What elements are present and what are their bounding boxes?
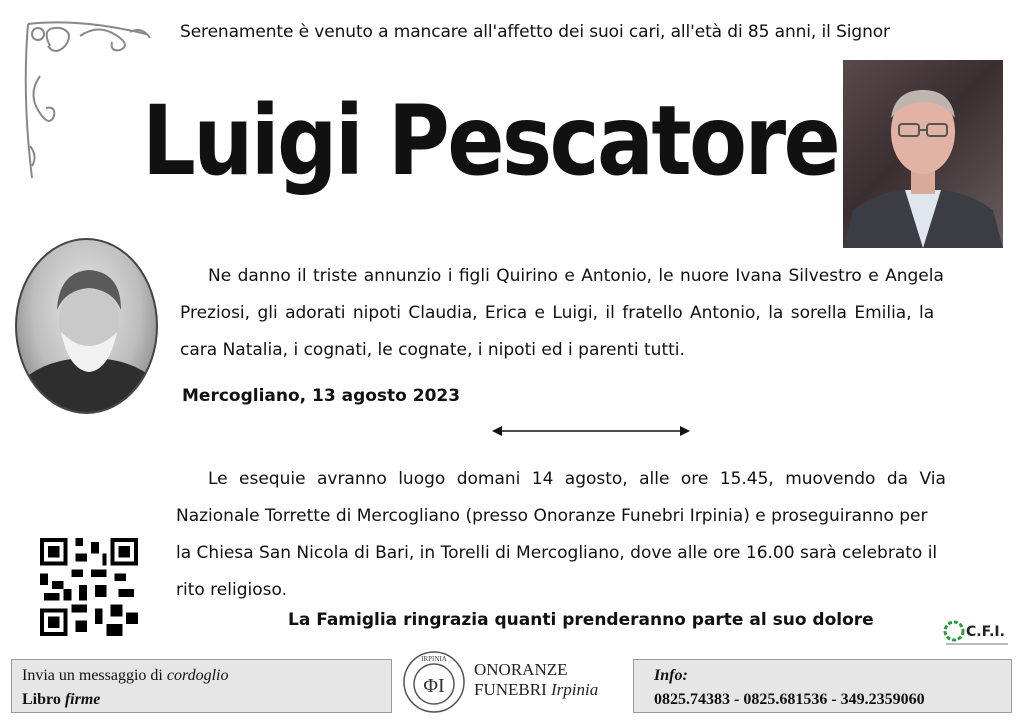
- funeral-home-logo-icon: [402, 650, 466, 714]
- announcement-line: Ne danno il triste annunzio i figli Quirino e Antonio, le nuore Ivana Silvestro e Angela: [208, 266, 944, 286]
- announcement-line: cara Natalia, i cognati, le cognate, i nipoti ed i parenti tutti.: [180, 340, 685, 360]
- funeral-line: la Chiesa San Nicola di Bari, in Torelli di Mercogliano, dove alle ore 16.00 sarà celebrato il: [176, 543, 938, 563]
- condolence-prefix: Invia un messaggio di: [22, 667, 167, 684]
- brand-line2-em: Irpinia: [550, 680, 599, 699]
- condolence-em: cordoglio: [166, 667, 229, 684]
- saint-portrait: [15, 238, 158, 414]
- info-label-row: Info:: [654, 667, 688, 684]
- cfi-label: C.F.I.: [966, 624, 1005, 640]
- funeral-line: Le esequie avranno luogo domani 14 agosto, alle ore 15.45, muovendo da Via: [208, 469, 946, 489]
- announcement-line: Preziosi, gli adorati nipoti Claudia, Erica e Luigi, il fratello Antonio, la sorella Emilia, la: [180, 303, 935, 323]
- family-thanks: La Famiglia ringrazia quanti prenderanno parte al suo dolore: [288, 610, 874, 630]
- place-date: Mercogliano, 13 agosto 2023: [182, 386, 461, 406]
- cfi-logo: [942, 618, 1012, 648]
- deceased-name: Luigi Pescatore: [142, 85, 839, 197]
- info-phones[interactable]: 0825.74383 - 0825.681536 - 349.2359060: [654, 691, 925, 708]
- svg-text:ΦI: ΦI: [423, 675, 445, 697]
- brand-line2: FUNEBRI Irpinia: [474, 680, 599, 699]
- ornament-corner-icon: [20, 16, 154, 186]
- double-arrow-divider: [492, 424, 690, 438]
- qr-code-icon[interactable]: [40, 538, 138, 636]
- announcement-paragraph: [180, 258, 1012, 369]
- logo-arc-text: IRPINIA: [421, 655, 447, 663]
- brand-line1: ONORANZE: [474, 660, 568, 679]
- guestbook-em: firme: [64, 691, 101, 708]
- info-box: [633, 659, 1012, 713]
- guestbook-link[interactable]: [22, 688, 381, 712]
- info-label: Info: [654, 667, 683, 684]
- guestbook-prefix: Libro: [22, 691, 65, 708]
- funeral-line: rito religioso.: [176, 580, 287, 600]
- funeral-line: Nazionale Torrette di Mercogliano (presso Onoranze Funebri Irpinia) e proseguiranno per: [176, 506, 928, 526]
- funeral-home-name: [474, 660, 598, 700]
- condolence-link[interactable]: [22, 664, 381, 688]
- intro-text: Serenamente è venuto a mancare all'affetto dei suoi cari, all'età di 85 anni, il Signor: [180, 22, 890, 42]
- deceased-photo: [843, 60, 1003, 248]
- condolence-box[interactable]: [11, 659, 392, 713]
- funeral-paragraph: [176, 461, 1012, 609]
